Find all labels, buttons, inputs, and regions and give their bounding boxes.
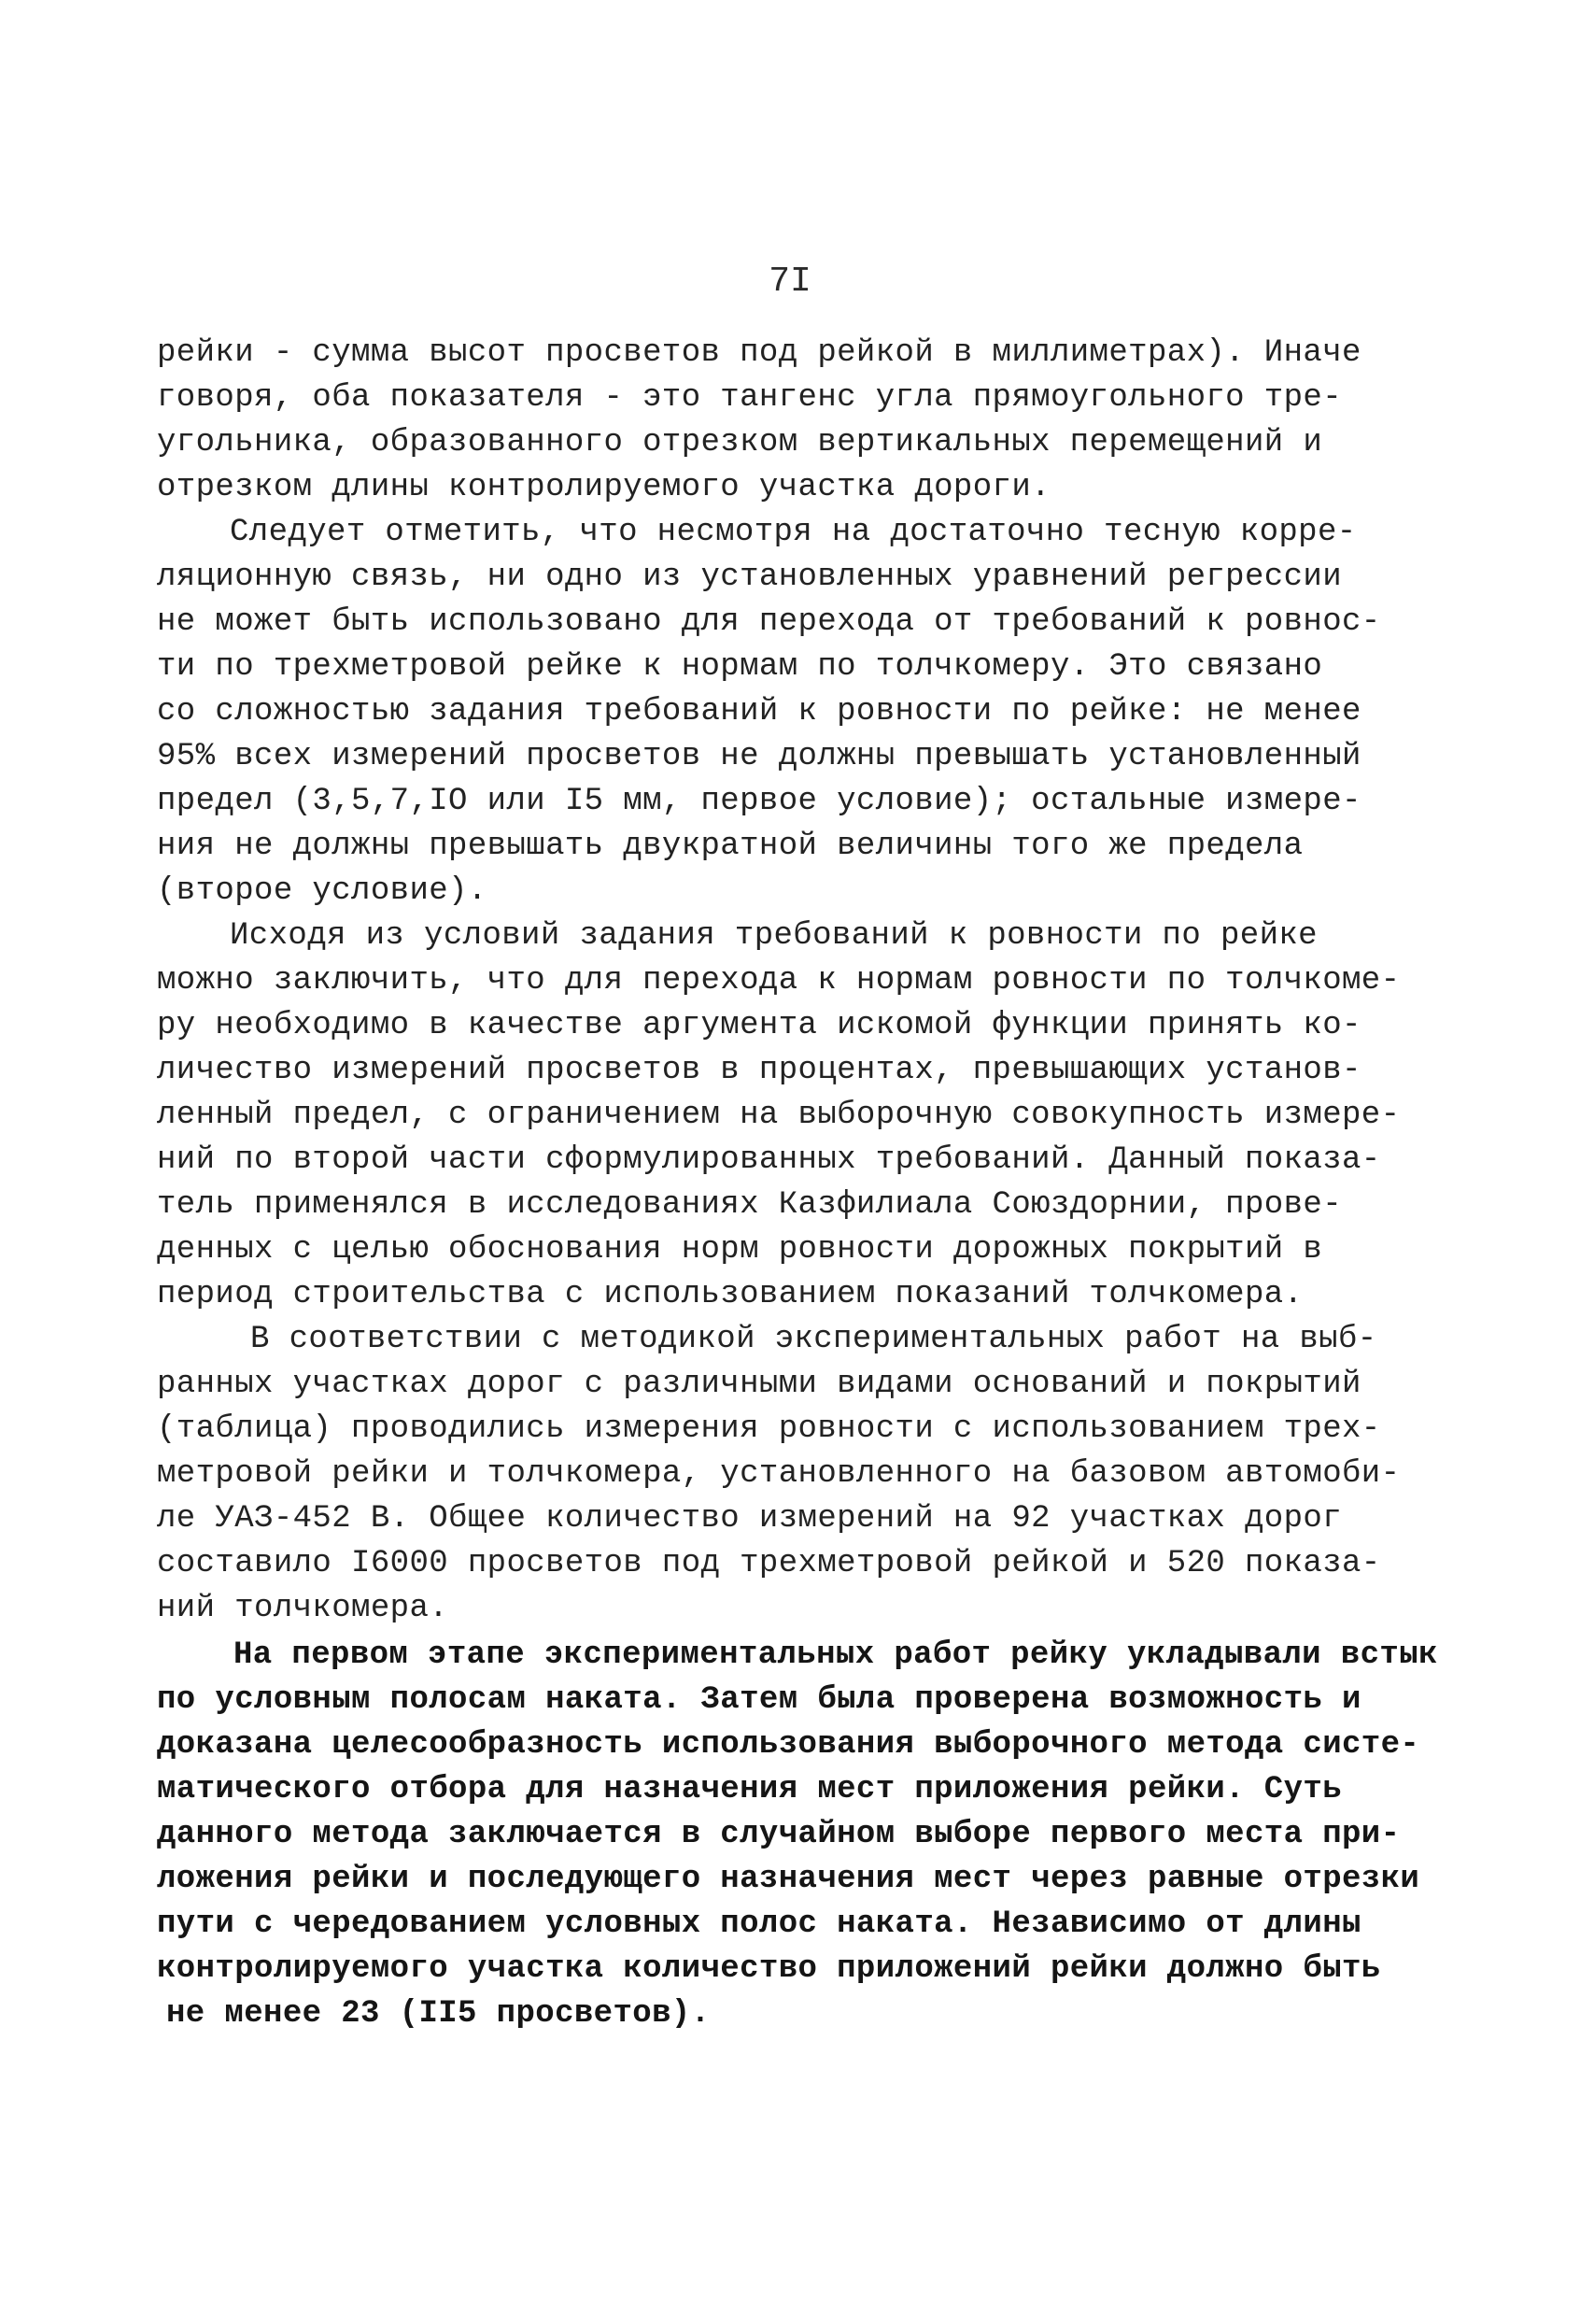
text-line: ранных участках дорог с различными видами оснований и покрытий — [157, 1367, 1361, 1402]
text-line: отрезком длины контролируемого участка дороги. — [157, 470, 1051, 505]
text-line: Следует отметить, что несмотря на достаточно тесную корре- — [230, 515, 1357, 550]
text-line: ния не должны превышать двукратной величины того же предела — [157, 829, 1304, 864]
text-line: 95% всех измерений просветов не должны превышать установленный — [157, 739, 1361, 774]
text-line: говоря, оба показателя - это тангенс угла прямоугольного тре- — [157, 380, 1343, 416]
text-line: можно заключить, что для перехода к нормам ровности по толчкоме- — [157, 963, 1401, 999]
text-line: пути с чередованием условных полос наката. Независимо от длины — [157, 1906, 1361, 1942]
text-line: контролируемого участка количество приложений рейки должно быть — [157, 1951, 1381, 1987]
text-line: не может быть использовано для перехода от требований к ровнос- — [157, 604, 1381, 640]
text-line: ти по трехметровой рейке к нормам по толчкомеру. Это связано — [157, 649, 1323, 685]
text-line: угольника, образованного отрезком вертикальных перемещений и — [157, 425, 1323, 461]
text-line: ний по второй части сформулированных требований. Данный показа- — [157, 1142, 1381, 1178]
text-line: личество измерений просветов в процентах, превышающих установ- — [157, 1053, 1361, 1088]
text-line: со сложностью задания требований к ровности по рейке: не менее — [157, 694, 1361, 730]
text-line: доказана целесообразность использования выборочного метода систе- — [157, 1727, 1420, 1763]
text-line: не менее 23 (II5 просветов). — [166, 1996, 711, 2032]
text-line: ленный предел, с ограничением на выборочную совокупность измере- — [157, 1098, 1401, 1133]
text-line: денных с целью обоснования норм ровности дорожных покрытий в — [157, 1232, 1323, 1268]
text-line: (второе условие). — [157, 873, 487, 909]
text-line: тель применялся в исследованиях Казфилиала Союздорнии, прове- — [157, 1187, 1343, 1223]
text-line: Исходя из условий задания требований к ровности по рейке — [230, 918, 1318, 954]
text-line: данного метода заключается в случайном выборе первого места при- — [157, 1817, 1401, 1852]
text-line: предел (3,5,7,IO или I5 мм, первое условие); остальные измере- — [157, 784, 1361, 819]
text-line: В соответствии с методикой экспериментальных работ на выб- — [250, 1322, 1377, 1357]
text-line: рейки - сумма высот просветов под рейкой в миллиметрах). Иначе — [157, 335, 1361, 371]
page-number: 7I — [769, 262, 811, 302]
text-line: На первом этапе экспериментальных работ рейку укладывали встык — [233, 1637, 1438, 1673]
text-line: ложения рейки и последующего назначения мест через равные отрезки — [157, 1862, 1420, 1897]
text-line: ляционную связь, ни одно из установленных уравнений регрессии — [157, 560, 1343, 595]
text-line: (таблица) проводились измерения ровности с использованием трех- — [157, 1411, 1381, 1447]
text-line: ру необходимо в качестве аргумента искомой функции принять ко- — [157, 1008, 1361, 1043]
text-line: составило I6000 просветов под трехметровой рейкой и 520 показа- — [157, 1546, 1381, 1581]
text-line: матического отбора для назначения мест приложения рейки. Суть — [157, 1772, 1343, 1807]
text-line: ле УАЗ-452 В. Общее количество измерений на 92 участках дорог — [157, 1501, 1343, 1537]
text-line: по условным полосам наката. Затем была проверена возможность и — [157, 1682, 1361, 1718]
text-line: ний толчкомера. — [157, 1591, 449, 1626]
text-line: метровой рейки и толчкомера, установленного на базовом автомоби- — [157, 1456, 1401, 1492]
text-line: период строительства с использованием показаний толчкомера. — [157, 1277, 1304, 1312]
